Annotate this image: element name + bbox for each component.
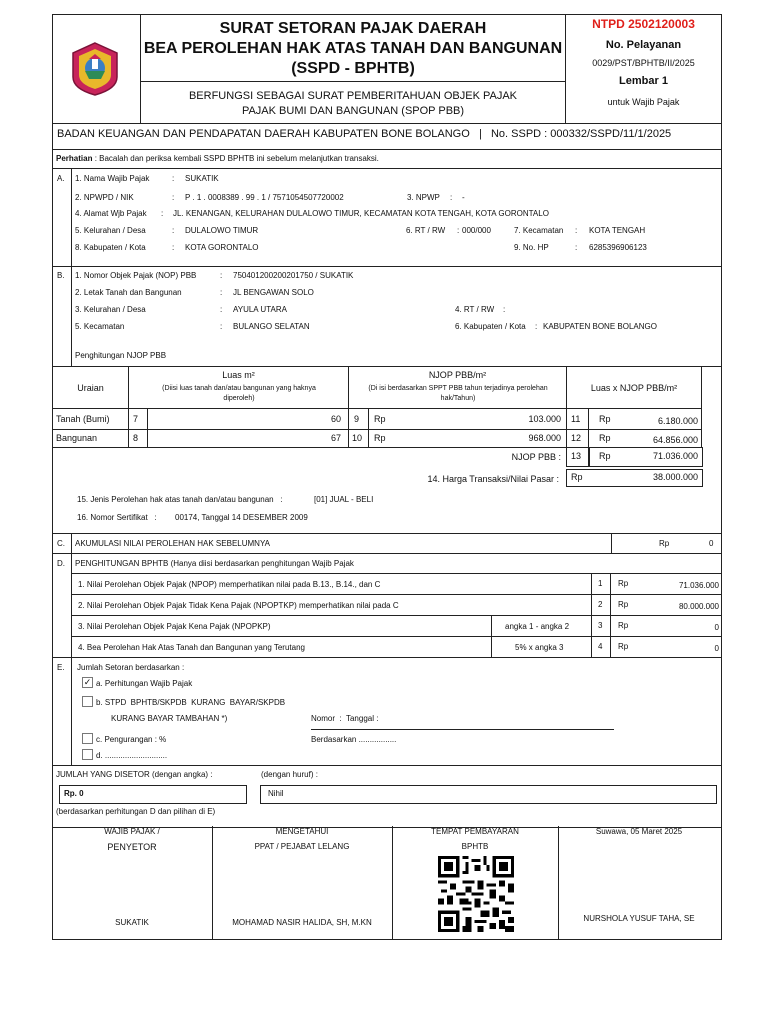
npoptkp-value: 80.000.000	[678, 602, 719, 611]
signer-ppat: MOHAMAD NASIR HALIDA, SH, M.KN	[232, 918, 372, 927]
kelurahan-op: AYULA UTARA	[233, 305, 287, 314]
option-d-checkbox[interactable]	[82, 749, 93, 760]
npopkp-label: 3. Nilai Perolehan Objek Pajak Kena Pajak (NPOPKP)	[78, 622, 271, 631]
luas-bangunan: 67	[330, 433, 341, 443]
option-b-checkbox[interactable]	[82, 696, 93, 707]
no-pelayanan-label: No. Pelayanan	[605, 39, 682, 51]
col-luas-note: (Diisi luas tanah dan/atau bangunan yang haknya diperoleh)	[162, 385, 316, 402]
form-subtitle: BERFUNGSI SEBAGAI SURAT PEMBERITAHUAN OBJEK PAJAK PAJAK BUMI DAN BANGUNAN (SPOP PBB)	[188, 90, 518, 117]
jumlah-angka-label: JUMLAH YANG DISETOR (dengan angka) :	[56, 770, 213, 779]
bphtb-terutang-value: 0	[714, 644, 719, 653]
akumulasi-label: AKUMULASI NILAI PEROLEHAN HAK SEBELUMNYA	[75, 539, 271, 548]
bphtb-terutang-label: 4. Bea Perolehan Hak Atas Tanah dan Bangunan yang Terutang	[78, 643, 305, 652]
njop-heading: Penghitungan NJOP PBB	[75, 351, 167, 360]
jenis-perolehan: [01] JUAL - BELI	[314, 495, 374, 504]
col-njop-note: (Di isi berdasarkan SPPT PBB tahun terjadinya perolehan hak/Tahun)	[368, 385, 548, 402]
total-bangunan: 64.856.000	[652, 435, 698, 445]
npop-label: 1. Nilai Perolehan Objek Pajak (NPOP) memperhatikan nilai pada B.13., B.14., dan C	[78, 580, 381, 589]
col-total: Luas x NJOP PBB/m²	[590, 383, 678, 393]
letak-tanah: JL BENGAWAN SOLO	[233, 288, 314, 297]
row-tanah-label: Tanah (Bumi)	[56, 414, 110, 424]
kecamatan-op: BULANGO SELATAN	[233, 322, 310, 331]
lembar-label: Lembar 1	[619, 75, 668, 87]
total-tanah: 6.180.000	[657, 416, 698, 426]
njop-pbb-value: 71.036.000	[652, 451, 698, 461]
col-uraian: Uraian	[77, 383, 104, 393]
jumlah-huruf-label: (dengan huruf) :	[261, 770, 318, 779]
npop-value: 71.036.000	[678, 581, 719, 590]
npoptkp-label: 2. Nilai Perolehan Objek Pajak Tidak Kena Pajak (NPOPTKP) memperhatikan nilai pada C	[78, 601, 399, 610]
nama-wajib-pajak: SUKATIK	[185, 174, 219, 183]
berdasarkan: Berdasarkan .................	[311, 735, 397, 744]
kecamatan-wp: KOTA TENGAH	[589, 226, 646, 235]
agency-line: BADAN KEUANGAN DAN PENDAPATAN DAERAH KABUPATEN BONE BOLANGO | No. SSPD : 000332/SSPD/11/1/2025	[57, 128, 672, 140]
npwp: -	[462, 193, 465, 202]
col-njop: NJOP PBB/m²	[428, 370, 487, 380]
ntpd-number: NTPD 2502120003	[592, 17, 695, 31]
jumlah-note: (berdasarkan perhitungan D dan pilihan di E)	[56, 807, 216, 816]
kabupaten-op: KABUPATEN BONE BOLANGO	[543, 322, 657, 331]
regency-logo-icon	[67, 41, 123, 97]
notice: Perhatian : Bacalah dan periksa kembali SSPD BPHTB ini sebelum melanjutkan transaksi.	[56, 154, 379, 163]
alamat-wajib-pajak: JL. KENANGAN, KELURAHAN DULALOWO TIMUR, KECAMATAN KOTA TENGAH, KOTA GORONTALO	[173, 209, 549, 218]
njop-pbb-label: NJOP PBB :	[511, 452, 561, 462]
npwpd-nik: P . 1 . 0008389 . 99 . 1 / 7571054507720002	[185, 193, 344, 202]
jumlah-setoran-label: Jumlah Setoran berdasarkan :	[77, 663, 185, 672]
njop-tanah: 103.000	[528, 414, 561, 424]
signature-date: Suwawa, 05 Maret 2025	[595, 827, 683, 836]
njop-bangunan: 968.000	[528, 433, 561, 443]
nomor-sertifikat: 00174, Tanggal 14 DESEMBER 2009	[175, 513, 308, 522]
nomor-tanggal: Nomor : Tanggal :	[311, 714, 379, 723]
jumlah-angka-value: Rp. 0	[64, 789, 84, 798]
signer-pejabat: NURSHOLA YUSUF TAHA, SE	[583, 914, 695, 923]
luas-tanah: 60	[330, 414, 341, 424]
akumulasi-value: 0	[709, 539, 714, 548]
option-a-checkbox[interactable]: ✓	[83, 677, 92, 687]
kabupaten-wp: KOTA GORONTALO	[185, 243, 259, 252]
form-title: SURAT SETORAN PAJAK DAERAH BEA PEROLEHAN HAK ATAS TANAH DAN BANGUNAN (SSPD - BPHTB)	[143, 20, 563, 77]
kelurahan-wp: DULALOWO TIMUR	[185, 226, 259, 235]
row-bangunan-label: Bangunan	[56, 433, 98, 443]
harga-transaksi-label: 14. Harga Transaksi/Nilai Pasar :	[427, 474, 559, 484]
harga-transaksi-value: 38.000.000	[652, 472, 698, 482]
qr-code-icon[interactable]	[438, 856, 514, 932]
col-luas: Luas m²	[222, 370, 255, 380]
no-hp: 6285396906123	[589, 243, 647, 252]
no-pelayanan-value: 0029/PST/BPHTB/II/2025	[592, 58, 695, 68]
jumlah-huruf-value: Nihil	[268, 789, 284, 798]
lembar-note: untuk Wajib Pajak	[607, 97, 680, 107]
npopkp-value: 0	[714, 623, 719, 632]
option-c-checkbox[interactable]	[82, 733, 93, 744]
nop-pbb: 750401200200201750 / SUKATIK	[233, 271, 354, 280]
penghitungan-label: PENGHITUNGAN BPHTB (Hanya diisi berdasarkan penghitungan Wajib Pajak	[75, 559, 354, 568]
rtrw-wp: 000/000	[462, 226, 491, 235]
signer-wajib-pajak: SUKATIK	[115, 918, 149, 927]
sspd-form: SURAT SETORAN PAJAK DAERAH BEA PEROLEHAN HAK ATAS TANAH DAN BANGUNAN (SSPD - BPHTB) BERFUNGSI SEBAGAI SURAT PEMBERITAHUAN OBJEK PAJAK PAJAK BUMI DAN BANGUNAN (SPOP PBB) NTPD 2502120003 No. Pelayanan 0029/PST/BPHTB/II/2025 Lembar 1 untuk Wajib Pajak BADAN KEUANGAN DAN PENDAPATAN DAERAH KABUPATEN BONE BOLANGO | No. SSPD : 000332/SSPD/11/1/2025 Perhatian : Bacalah dan periksa kembali SSPD BPHTB ini sebelum melanjutkan transaksi. A. 1. Nama Wajib Pajak : SUKATIK 2. NPWPD / NIK : P . 1 . 0008389 . 99 . 1 / 7571054507720002 3. NPWP : - 4. Alamat Wjb Pajak : JL. KENANGAN, KELURAHAN DULALOWO TIMUR, KECAMATAN KOTA TENGAH, KOTA GORONTALO 5. Kelurahan / Desa : DULALOWO TIMUR 6. RT / RW : 000/000 7. Kecamatan : KOTA TENGAH 8. Kabupaten / Kota : KOTA GORONTALO 9. No. HP : 6285396906123 B. 1. Nomor Objek Pajak (NOP) PBB : 750401200200201750 / SUKATIK 2. Letak Tanah dan Bangunan : JL BENGAWAN SOLO 3. Kelurahan / Desa : AYULA UTARA 4. RT / RW : 5. Kecamatan : BULANGO SELATAN 6. Kabupaten / Kota : KABUPATEN BONE BOLANGO Penghitungan NJOP PBB Uraian Luas m² (Diisi luas tanah dan/atau bangunan yang haknya diperoleh) NJOP PBB/m² (Di isi berdasarkan SPPT PBB tahun terjadinya perolehan hak/Tahun) Luas x NJOP PBB/m² Tanah (Bumi) 7 60 9 Rp 103.000 11 Rp 6.180.000 Bangunan 8 67 10 Rp 968.000 12 Rp 64.856.000 NJOP PBB : 13 Rp 71.036.000 14. Harga Transaksi/Nilai Pasar : Rp 38.000.000 15. Jenis Perolehan hak atas tanah dan/atau bangunan : [01] JUAL - BELI 16. Nomor Sertifikat : 00174, Tanggal 14 DESEMBER 2009 C. AKUMULASI NILAI PEROLEHAN HAK SEBELUMNYA Rp 0 D. PENGHITUNGAN BPHTB (Hanya diisi berdasarkan penghitungan Wajib Pajak 1. Nilai Perolehan Objek Pajak (NPOP) memperhatikan nilai pada B.13., B.14., dan C 1 Rp 71.036.000 2. Nilai Perolehan Objek Pajak Tidak Kena Pajak (NPOPTKP) memperhatikan nilai pada C 2 Rp 80.000.000 3. Nilai Perolehan Objek Pajak Kena Pajak (NPOPKP) angka 1 - angka 2 3 Rp 0 4. Bea Perolehan Hak Atas Tanah dan Bangunan yang Terutang 5% x angka 3 4 Rp 0 E. Jumlah Setoran berdasarkan : ✓ a. Perhitungan Wajib Pajak b. STPD BPHTB/SKPDB KURANG BAYAR/SKPDB KURANG BAYAR TAMBAHAN *) Nomor : Tanggal : c. Pengurangan : % Berdasarkan ................. d. ............................ JUMLAH YANG DISETOR (dengan angka) : (dengan huruf) : Rp. 0 Nihil (berdasarkan perhitungan D dan pilihan di E)	[52, 14, 722, 828]
